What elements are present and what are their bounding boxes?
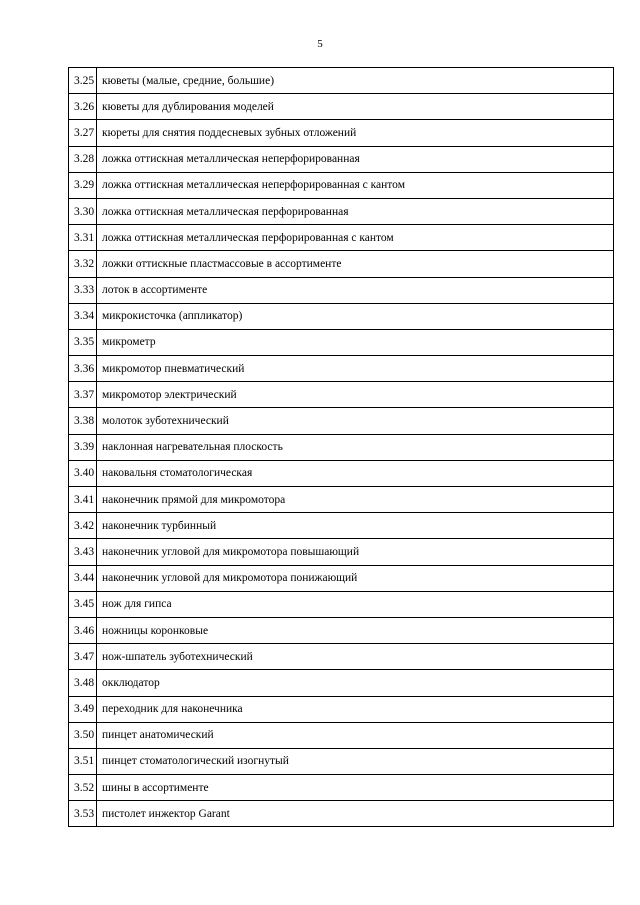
- item-name-cell: ложка оттискная металлическая неперфорированная с кантом: [97, 172, 614, 198]
- table-row: [69, 617, 614, 643]
- item-number-cell: 3.36: [69, 356, 97, 382]
- item-number-cell: 3.44: [69, 565, 97, 591]
- item-name-cell: переходник для наконечника: [97, 696, 614, 722]
- table-row: [69, 146, 614, 172]
- item-name-cell: пинцет стоматологический изогнутый: [97, 748, 614, 774]
- table-row: [69, 120, 614, 146]
- equipment-table-body: [69, 68, 614, 827]
- item-name-cell: кюреты для снятия поддесневых зубных отложений: [97, 120, 614, 146]
- item-name-cell: наконечник турбинный: [97, 513, 614, 539]
- table-row: [69, 277, 614, 303]
- item-number-cell: 3.32: [69, 251, 97, 277]
- item-name-cell: ложки оттискные пластмассовые в ассортименте: [97, 251, 614, 277]
- item-number-cell: 3.49: [69, 696, 97, 722]
- item-name-cell: ложка оттискная металлическая перфорированная с кантом: [97, 225, 614, 251]
- table-row: [69, 356, 614, 382]
- item-name-cell: нож для гипса: [97, 591, 614, 617]
- item-name-cell: наконечник угловой для микромотора повышающий: [97, 539, 614, 565]
- table-row: [69, 513, 614, 539]
- item-number-cell: 3.51: [69, 748, 97, 774]
- item-number-cell: 3.38: [69, 408, 97, 434]
- item-name-cell: пинцет анатомический: [97, 722, 614, 748]
- table-row: [69, 408, 614, 434]
- item-number-cell: 3.47: [69, 644, 97, 670]
- item-number-cell: 3.48: [69, 670, 97, 696]
- item-number-cell: 3.46: [69, 617, 97, 643]
- item-number-cell: 3.29: [69, 172, 97, 198]
- item-name-cell: окклюдатор: [97, 670, 614, 696]
- table-row: [69, 748, 614, 774]
- item-number-cell: 3.43: [69, 539, 97, 565]
- item-number-cell: 3.45: [69, 591, 97, 617]
- item-name-cell: кюветы для дублирования моделей: [97, 94, 614, 120]
- item-number-cell: 3.40: [69, 460, 97, 486]
- item-name-cell: кюветы (малые, средние, большие): [97, 68, 614, 94]
- table-row: [69, 670, 614, 696]
- table-row: [69, 696, 614, 722]
- item-name-cell: шины в ассортименте: [97, 775, 614, 801]
- item-name-cell: лоток в ассортименте: [97, 277, 614, 303]
- table-row: [69, 198, 614, 224]
- equipment-table: [68, 67, 614, 827]
- table-row: [69, 434, 614, 460]
- item-name-cell: ножницы коронковые: [97, 617, 614, 643]
- item-number-cell: 3.35: [69, 329, 97, 355]
- item-number-cell: 3.42: [69, 513, 97, 539]
- item-name-cell: микромотор пневматический: [97, 356, 614, 382]
- item-name-cell: нож-шпатель зуботехнический: [97, 644, 614, 670]
- table-row: [69, 644, 614, 670]
- table-row: [69, 94, 614, 120]
- item-name-cell: ложка оттискная металлическая перфорированная: [97, 198, 614, 224]
- item-number-cell: 3.26: [69, 94, 97, 120]
- table-row: [69, 565, 614, 591]
- item-number-cell: 3.52: [69, 775, 97, 801]
- table-row: [69, 329, 614, 355]
- item-name-cell: наконечник угловой для микромотора понижающий: [97, 565, 614, 591]
- item-number-cell: 3.53: [69, 801, 97, 827]
- table-row: [69, 68, 614, 94]
- table-row: [69, 722, 614, 748]
- table-row: [69, 382, 614, 408]
- item-name-cell: пистолет инжектор Garant: [97, 801, 614, 827]
- item-number-cell: 3.28: [69, 146, 97, 172]
- table-row: [69, 225, 614, 251]
- item-number-cell: 3.39: [69, 434, 97, 460]
- item-number-cell: 3.25: [69, 68, 97, 94]
- item-name-cell: ложка оттискная металлическая неперфорированная: [97, 146, 614, 172]
- item-number-cell: 3.34: [69, 303, 97, 329]
- item-number-cell: 3.33: [69, 277, 97, 303]
- item-number-cell: 3.50: [69, 722, 97, 748]
- item-number-cell: 3.30: [69, 198, 97, 224]
- table-row: [69, 460, 614, 486]
- item-name-cell: наковальня стоматологическая: [97, 460, 614, 486]
- item-name-cell: микрокисточка (аппликатор): [97, 303, 614, 329]
- table-row: [69, 251, 614, 277]
- page-number: 5: [317, 38, 323, 50]
- table-row: [69, 775, 614, 801]
- item-name-cell: микрометр: [97, 329, 614, 355]
- item-name-cell: микромотор электрический: [97, 382, 614, 408]
- item-number-cell: 3.27: [69, 120, 97, 146]
- table-row: [69, 487, 614, 513]
- item-number-cell: 3.41: [69, 487, 97, 513]
- item-number-cell: 3.37: [69, 382, 97, 408]
- table-row: [69, 303, 614, 329]
- table-row: [69, 591, 614, 617]
- table-row: [69, 539, 614, 565]
- item-name-cell: молоток зуботехнический: [97, 408, 614, 434]
- item-number-cell: 3.31: [69, 225, 97, 251]
- table-row: [69, 801, 614, 827]
- table-row: [69, 172, 614, 198]
- item-name-cell: наконечник прямой для микромотора: [97, 487, 614, 513]
- item-name-cell: наклонная нагревательная плоскость: [97, 434, 614, 460]
